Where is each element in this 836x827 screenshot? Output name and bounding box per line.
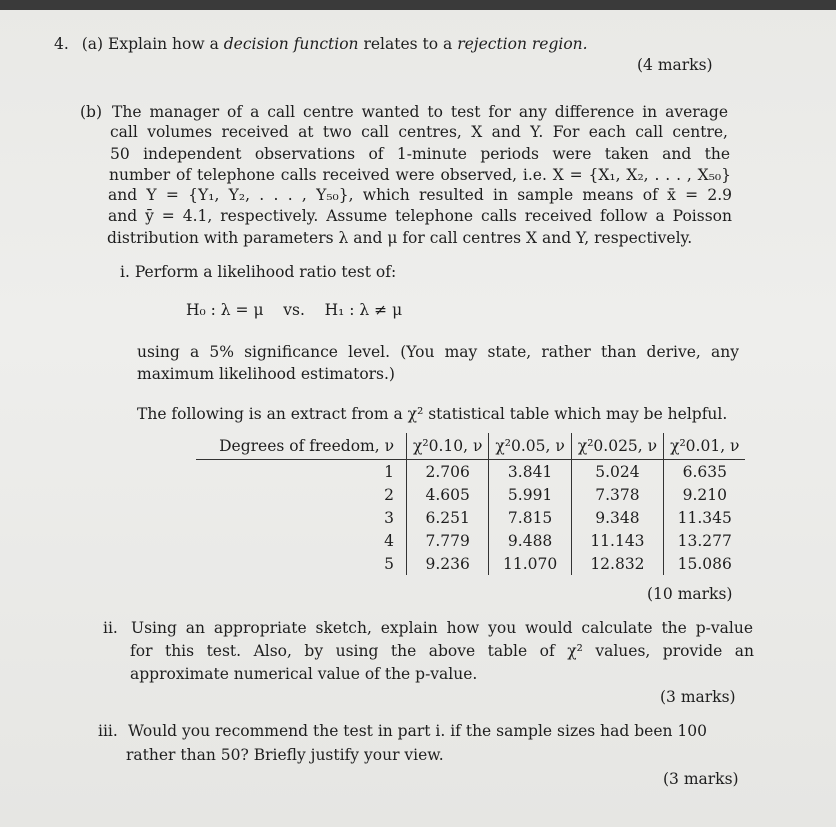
table-row <box>196 506 745 529</box>
part-b-line-4: number of telephone calls received were observed, i.e. X = {X₁, X₂, . . . , X₅₀} <box>109 166 731 184</box>
value-cell: 5.024 <box>571 460 663 484</box>
value-cell: 7.378 <box>571 483 663 506</box>
part-i-line-3: maximum likelihood estimators.) <box>137 365 395 383</box>
part-ii-marks: (3 marks) <box>660 688 736 706</box>
df-cell: 2 <box>196 483 407 506</box>
header-chi-0-01: χ²0.01, ν <box>664 433 746 460</box>
part-ii-line-1: Using an appropriate sketch, explain how you would calculate the p-value <box>131 619 753 637</box>
part-b-line-7: distribution with parameters λ and μ for call centres X and Y, respectively. <box>107 229 693 247</box>
table-header-row <box>196 433 745 460</box>
part-b-line-1: The manager of a call centre wanted to test for any difference in average <box>112 103 728 121</box>
part-a-text: Explain how a <box>108 35 219 53</box>
part-b-line-5: and Y = {Y₁, Y₂, . . . , Y₅₀}, which resulted in sample means of x̄ = 2.9 <box>108 186 732 204</box>
part-ii-label: ii. <box>103 619 118 637</box>
part-iii-line-1: Would you recommend the test in part i. if the sample sizes had been 100 <box>128 722 707 740</box>
part-a-text-mid: relates to a <box>363 35 453 53</box>
part-iii-marks: (3 marks) <box>663 770 739 788</box>
question-number: 4. <box>54 35 69 53</box>
part-i-line <box>120 262 396 282</box>
value-cell: 6.635 <box>682 462 727 481</box>
value-cell: 11.070 <box>489 552 571 575</box>
value-cell: 6.251 <box>407 506 489 529</box>
value-cell: 13.277 <box>677 531 732 550</box>
part-ii-line-3: approximate numerical value of the p-value. <box>130 665 478 683</box>
chi-square-table <box>196 433 745 575</box>
part-a-italic-term-1: decision function <box>223 35 359 53</box>
part-i-text: Perform a likelihood ratio test of: <box>134 263 397 281</box>
photo-top-edge <box>0 0 836 10</box>
df-cell: 5 <box>196 552 407 575</box>
part-iii-line-2: rather than 50? Briefly justify your view. <box>126 746 444 764</box>
table-row <box>196 529 745 552</box>
hypotheses: H₀ : λ = μ vs. H₁ : λ ≠ μ <box>186 301 403 319</box>
part-i-marks: (10 marks) <box>647 585 733 603</box>
value-cell: 9.210 <box>682 485 727 504</box>
value-cell: 11.143 <box>571 529 663 552</box>
part-b-line-2: call volumes received at two call centres, X and Y. For each call centre, <box>110 123 728 141</box>
part-b-line-6: and ȳ = 4.1, respectively. Assume telephone calls received follow a Poisson <box>108 207 732 225</box>
value-cell: 7.779 <box>407 529 489 552</box>
part-a-label: (a) <box>81 35 104 53</box>
df-cell: 1 <box>196 460 407 484</box>
header-chi-0-10: χ²0.10, ν <box>407 433 489 460</box>
table-row <box>196 552 745 575</box>
part-iii-label: iii. <box>98 722 118 740</box>
header-chi-0-05: χ²0.05, ν <box>489 433 571 460</box>
df-cell: 3 <box>196 506 407 529</box>
part-b-label: (b) <box>80 103 103 121</box>
part-a-marks: (4 marks) <box>637 56 713 74</box>
value-cell: 12.832 <box>571 552 663 575</box>
value-cell: 2.706 <box>407 460 489 484</box>
value-cell: 5.991 <box>489 483 571 506</box>
value-cell: 4.605 <box>407 483 489 506</box>
header-chi-0-025: χ²0.025, ν <box>571 433 663 460</box>
part-a-italic-term-2: rejection region. <box>457 35 588 53</box>
value-cell: 7.815 <box>489 506 571 529</box>
value-cell: 11.345 <box>677 508 732 527</box>
table-row <box>196 483 745 506</box>
part-i-line-2: using a 5% significance level. (You may state, rather than derive, any <box>137 343 739 361</box>
value-cell: 9.488 <box>489 529 571 552</box>
part-ii-line-2: for this test. Also, by using the above table of χ² values, provide an <box>130 642 754 660</box>
table-row <box>196 460 745 484</box>
table-intro: The following is an extract from a χ² statistical table which may be helpful. <box>137 405 728 423</box>
value-cell: 15.086 <box>677 554 732 573</box>
part-b-line-3: 50 independent observations of 1-minute periods were taken and the <box>110 145 730 163</box>
header-degrees-of-freedom: Degrees of freedom, ν <box>196 433 407 460</box>
value-cell: 9.236 <box>407 552 489 575</box>
df-cell: 4 <box>196 529 407 552</box>
value-cell: 9.348 <box>571 506 663 529</box>
part-a-line <box>54 34 588 54</box>
part-i-label: i. <box>120 263 130 281</box>
value-cell: 3.841 <box>489 460 571 484</box>
